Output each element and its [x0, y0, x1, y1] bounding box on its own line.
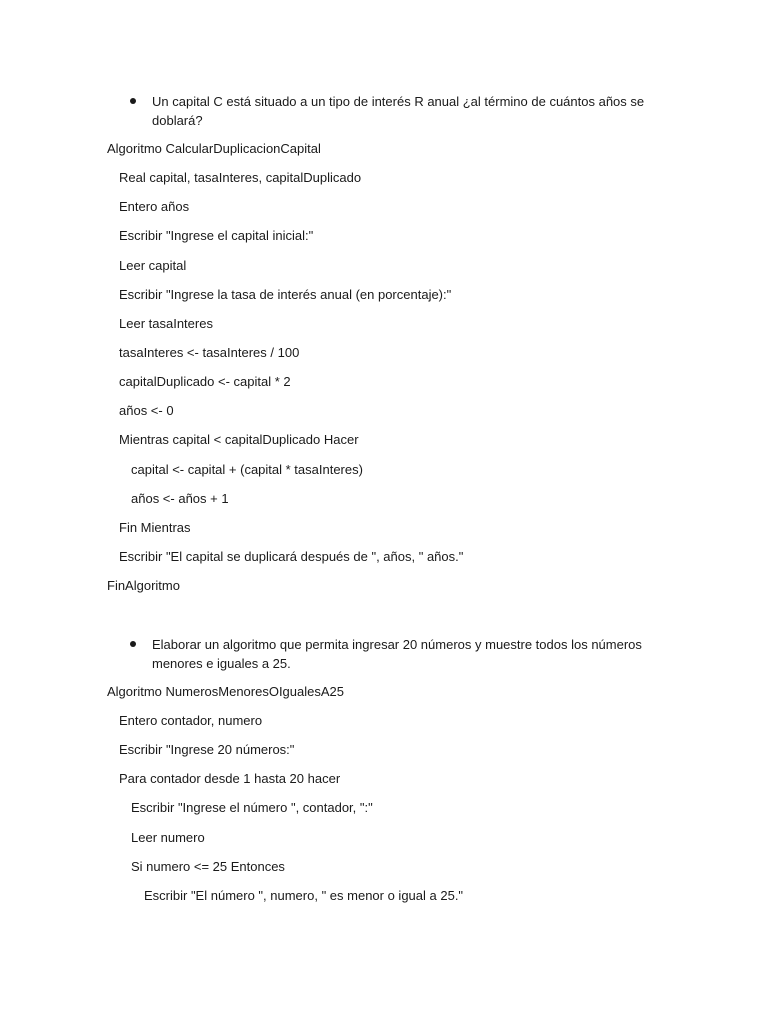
code-line: Escribir "El número ", numero, " es menor o igual a 25.": [144, 888, 464, 903]
bullet-text: Un capital C está situado a un tipo de interés R anual ¿al término de cuántos años se doblará?: [152, 94, 645, 128]
code-line: Leer numero: [131, 830, 205, 845]
code-line: años <- años + 1: [131, 491, 229, 506]
code-line: Para contador desde 1 hasta 20 hacer: [119, 771, 341, 786]
bullet-text: Elaborar un algoritmo que permita ingresar 20 números y muestre todos los números menores e iguales a 25.: [152, 637, 642, 671]
code-line: Entero años: [119, 199, 190, 214]
code-line: Escribir "Ingrese el capital inicial:": [119, 228, 314, 243]
code-line: Fin Mientras: [119, 520, 191, 535]
code-line: FinAlgoritmo: [107, 578, 180, 593]
code-line: capitalDuplicado <- capital * 2: [119, 374, 291, 389]
code-line: Si numero <= 25 Entonces: [131, 859, 285, 874]
bullet-item-capital-question: [152, 92, 652, 130]
code-line: Escribir "Ingrese la tasa de interés anual (en porcentaje):": [119, 287, 452, 302]
code-line: tasaInteres <- tasaInteres / 100: [119, 345, 300, 360]
bullet-item-numbers-question: [152, 635, 652, 673]
code-line: Escribir "Ingrese el número ", contador, ":": [131, 800, 373, 815]
code-line: Leer tasaInteres: [119, 316, 213, 331]
bullet-dot-icon: [130, 98, 136, 104]
code-line: años <- 0: [119, 403, 174, 418]
code-line: Real capital, tasaInteres, capitalDuplicado: [119, 170, 362, 185]
code-line: Algoritmo CalcularDuplicacionCapital: [107, 141, 321, 156]
code-line: Mientras capital < capitalDuplicado Hacer: [119, 432, 359, 447]
code-line: Algoritmo NumerosMenoresOIgualesA25: [107, 684, 344, 699]
code-line: Leer capital: [119, 258, 187, 273]
code-line: Entero contador, numero: [119, 713, 263, 728]
code-line: Escribir "Ingrese 20 números:": [119, 742, 295, 757]
code-line: Escribir "El capital se duplicará después de ", años, " años.": [119, 549, 464, 564]
bullet-dot-icon: [130, 641, 136, 647]
code-line: capital <- capital + (capital * tasaInteres): [131, 462, 363, 477]
